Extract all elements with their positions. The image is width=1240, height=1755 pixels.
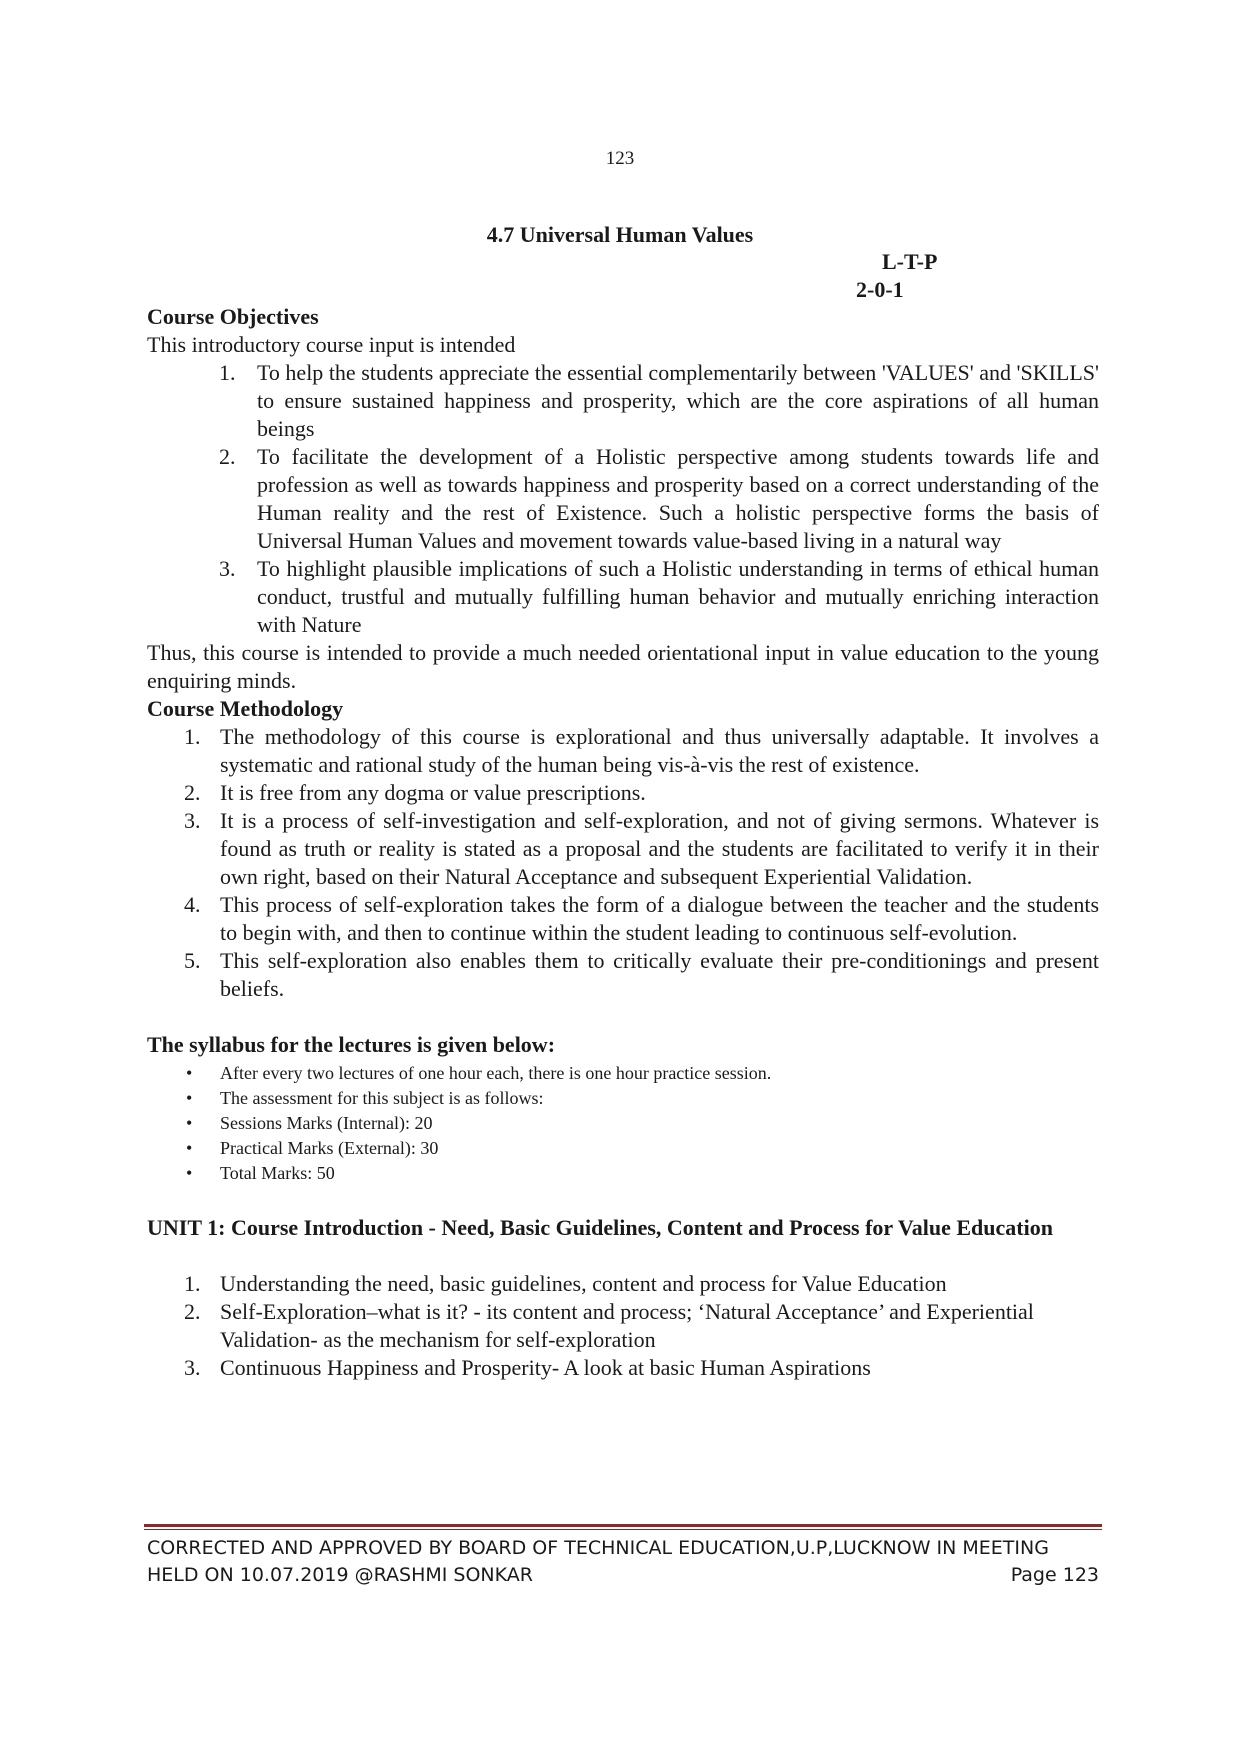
ltp-value: 2-0-1 — [856, 277, 904, 302]
item-text: The assessment for this subject is as follows: — [220, 1088, 544, 1108]
list-item — [147, 891, 1099, 947]
list-item — [147, 555, 1099, 639]
ltp-label: L-T-P — [882, 249, 938, 274]
syllabus-heading: The syllabus for the lectures is given below: — [147, 1032, 556, 1057]
bullet-icon: • — [186, 1163, 193, 1183]
item-text: The methodology of this course is explorational and thus universally adaptable. It involves a systematic and rational study of the human being vis-à-vis the rest of existence. — [220, 724, 1099, 777]
footer-line2: HELD ON 10.07.2019 @RASHMI SONKAR — [147, 1564, 533, 1586]
item-text: Practical Marks (External): 30 — [220, 1138, 439, 1158]
list-item — [147, 1270, 1099, 1298]
item-number: 1. — [184, 724, 201, 749]
item-text: To facilitate the development of a Holistic perspective among students towards life and profession as well as towards happiness and prosperity based on a correct understanding of the Human reality and the rest of Existence. Such a holistic perspective forms the basis of Universal Human Values and movement towards value-based living in a natural way — [257, 444, 1099, 553]
objectives-closing: Thus, this course is intended to provide a much needed orientational input in value education to the young enquiring minds. — [147, 640, 1099, 693]
bullet-icon: • — [186, 1113, 193, 1133]
list-item — [147, 723, 1099, 779]
item-text: This self-exploration also enables them to critically evaluate their pre-conditionings and present beliefs. — [220, 948, 1099, 1001]
syllabus-bullets — [147, 1061, 1099, 1186]
item-number: 3. — [219, 556, 236, 581]
unit1-heading: UNIT 1: Course Introduction - Need, Basic Guidelines, Content and Process for Value Education — [147, 1215, 1053, 1240]
footer-line2-row — [147, 1562, 1099, 1589]
item-text: Continuous Happiness and Prosperity- A look at basic Human Aspirations — [220, 1355, 871, 1380]
list-item — [147, 779, 1099, 807]
item-number: 1. — [219, 360, 236, 385]
list-item — [147, 443, 1099, 555]
bullet-icon: • — [186, 1088, 193, 1108]
bullet-icon: • — [186, 1063, 193, 1083]
objectives-intro: This introductory course input is intended — [147, 332, 516, 357]
list-item — [147, 807, 1099, 891]
list-item — [147, 1061, 1099, 1086]
list-item — [147, 1298, 1099, 1354]
item-text: Understanding the need, basic guidelines, content and process for Value Education — [220, 1271, 947, 1296]
list-item — [147, 1161, 1099, 1186]
item-text: It is a process of self-investigation and self-exploration, and not of giving sermons. Whatever is found as truth or reality is stated as a proposal and the students are facilitated to verify it in their own right, based on their Natural Acceptance and subsequent Experiential Validation. — [220, 808, 1099, 889]
item-number: 3. — [184, 1355, 201, 1380]
footer-page-label: Page 123 — [1010, 1564, 1099, 1586]
page-number: 123 — [605, 148, 635, 169]
unit1-list — [147, 1270, 1099, 1382]
item-text: Total Marks: 50 — [220, 1163, 335, 1183]
item-text: It is free from any dogma or value prescriptions. — [220, 780, 646, 805]
bullet-icon: • — [186, 1138, 193, 1158]
objectives-list — [147, 359, 1099, 639]
page-footer — [147, 1535, 1099, 1589]
item-number: 2. — [219, 444, 236, 469]
item-text: To help the students appreciate the essential complementarily between 'VALUES' and 'SKILLS' to ensure sustained happiness and prosperity, which are the core aspirations of all human beings — [257, 360, 1099, 441]
item-number: 2. — [184, 1299, 201, 1324]
methodology-list — [147, 723, 1099, 1003]
item-number: 3. — [184, 808, 201, 833]
item-number: 1. — [184, 1271, 201, 1296]
list-item — [147, 947, 1099, 1003]
item-text: Self-Exploration–what is it? - its content and process; ‘Natural Acceptance’ and Experiential Validation- as the mechanism for self-exploration — [220, 1299, 1034, 1352]
footer-divider-thin — [144, 1529, 1102, 1530]
footer-line1: CORRECTED AND APPROVED BY BOARD OF TECHNICAL EDUCATION,U.P,LUCKNOW IN MEETING — [147, 1537, 1049, 1559]
item-text: Sessions Marks (Internal): 20 — [220, 1113, 433, 1133]
item-text: After every two lectures of one hour each, there is one hour practice session. — [220, 1063, 772, 1083]
list-item — [147, 359, 1099, 443]
course-title: 4.7 Universal Human Values — [486, 222, 754, 247]
item-text: This process of self-exploration takes the form of a dialogue between the teacher and the students to begin with, and then to continue within the student leading to continuous self-evolution. — [220, 892, 1099, 945]
item-number: 5. — [184, 948, 201, 973]
item-text: To highlight plausible implications of such a Holistic understanding in terms of ethical human conduct, trustful and mutually fulfilling human behavior and mutually enriching interaction with Nature — [257, 556, 1099, 637]
list-item — [147, 1111, 1099, 1136]
list-item — [147, 1086, 1099, 1111]
objectives-heading: Course Objectives — [147, 304, 319, 329]
methodology-heading: Course Methodology — [147, 696, 344, 721]
list-item — [147, 1136, 1099, 1161]
list-item — [147, 1354, 1099, 1382]
document-body — [147, 303, 1099, 1382]
footer-divider — [144, 1524, 1102, 1527]
item-number: 4. — [184, 892, 201, 917]
item-number: 2. — [184, 780, 201, 805]
